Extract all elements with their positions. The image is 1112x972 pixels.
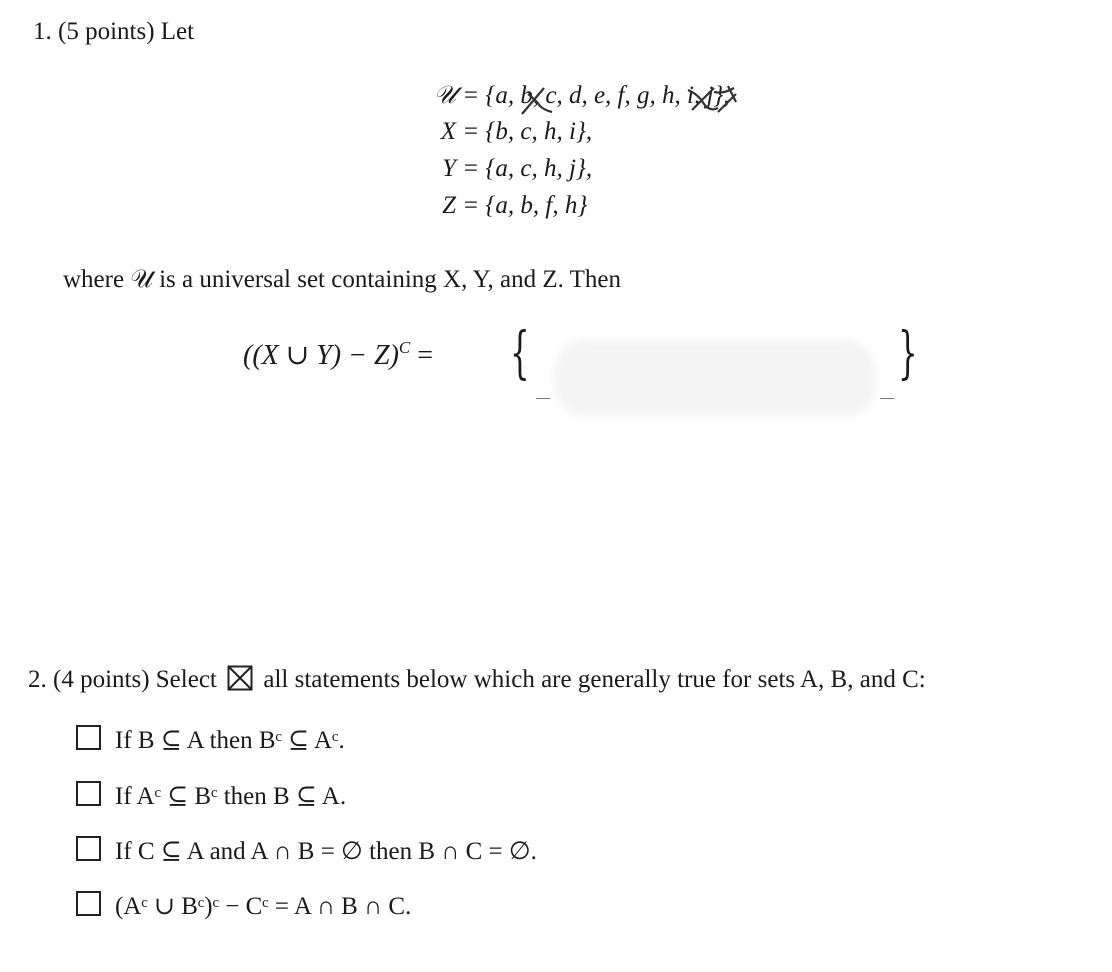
equation-lhs: Z (442, 192, 456, 219)
question-2-prompt-end: all statements below which are generally true for sets A, B, and C: (263, 666, 926, 693)
question-2-header (28, 665, 926, 694)
erased-answer-area (555, 340, 875, 416)
statement-text: If B ⊆ A then Bᶜ ⊆ Aᶜ. (115, 727, 345, 754)
cross-out-mark-c (518, 84, 556, 118)
statement-text: (Aᶜ ∪ Bᶜ)ᶜ − Cᶜ = A ∩ B ∩ C. (115, 893, 412, 920)
question-1-expression (243, 338, 433, 372)
cross-out-mark-ij (684, 82, 744, 118)
equation-lhs: Y (442, 155, 456, 182)
equation-lhs: X (440, 118, 456, 145)
equation-lhs: 𝒰 (433, 82, 456, 109)
answer-blank-left (536, 398, 550, 399)
equation-rhs: = {b, c, h, i}, (462, 118, 593, 145)
equation-set-x (412, 118, 592, 146)
statement-text: If C ⊆ A and A ∩ B = ∅ then B ∩ C = ∅. (115, 838, 537, 865)
statement-checkbox[interactable] (76, 836, 101, 861)
statement-4 (76, 891, 411, 921)
statement-checkbox[interactable] (76, 781, 101, 806)
equation-rhs: = {a, b, c, d, e, f, g, h, i, j}, (462, 82, 730, 109)
crossed-box-icon (227, 665, 253, 691)
question-2-number: 2. (28, 666, 47, 693)
expression-body: ((X ∪ Y) − Z) (243, 340, 399, 371)
question-1-header (33, 18, 194, 46)
statement-3 (76, 836, 537, 866)
answer-open-brace: { (510, 321, 530, 386)
statement-text: If Aᶜ ⊆ Bᶜ then B ⊆ A. (115, 783, 347, 810)
question-1-intro: Let (160, 18, 195, 45)
expression-equals: = (417, 340, 434, 371)
expression-complement-sup: C (398, 338, 411, 357)
statement-checkbox[interactable] (76, 725, 101, 750)
answer-close-brace: } (898, 321, 918, 386)
statement-checkbox[interactable] (76, 891, 101, 916)
question-2-points: (4 points) (53, 666, 150, 693)
equation-set-z (412, 192, 587, 220)
question-2-prompt-start: Select (155, 666, 217, 693)
answer-blank-right (880, 398, 894, 399)
equation-rhs: = {a, b, f, h} (462, 192, 588, 219)
equation-rhs: = {a, c, h, j}, (462, 155, 593, 182)
equation-universal-set (412, 82, 730, 110)
question-1-number: 1. (33, 18, 52, 45)
statement-2 (76, 781, 346, 811)
question-1-where-text: where 𝒰 is a universal set containing X, Y, and Z. Then (63, 266, 622, 293)
question-1-points: (5 points) (58, 18, 155, 45)
equation-set-y (412, 155, 592, 183)
statement-1 (76, 725, 345, 755)
